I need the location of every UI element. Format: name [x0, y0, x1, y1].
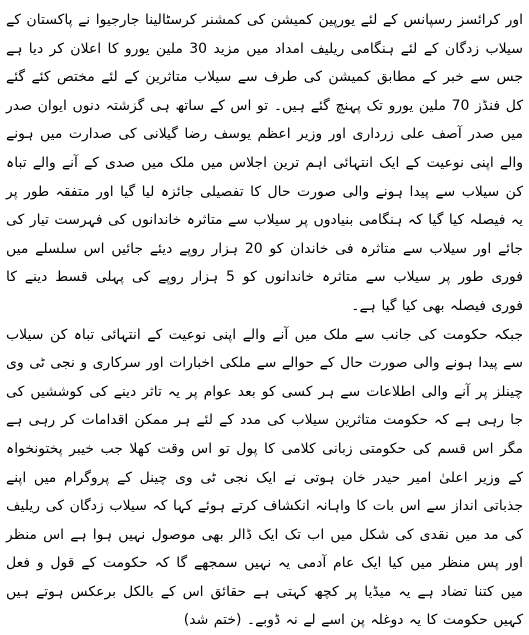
article-body	[6, 6, 523, 635]
article-paragraph-1: اور کرائسز رسپانس کے لئے یورپین کمیشن کی کمشنر کرسٹالینا جارجیوا نے پاکستان کے سیلاب زدگان کے لئے ہنگامی ریلیف امداد میں مزید 30 ملین یورو کا اعلان کر دیا ہے جس سے خبر کے مطابق کمیشن کی طرف سے سیلاب متاثرین کے لئے مختص کئے گئے کل فنڈز 70 ملین یورو تک پہنچ گئے ہیں۔ تو اس کے ساتھ ہی گزشتہ دنوں ایوان صدر میں صدر آصف علی زرداری اور وزیر اعظم یوسف رضا گیلانی کی صدارت میں ہونے والے اپنی نوعیت کے ایک انتہائی اہم ترین اجلاس میں ملک میں صدی کے آنے والے تباہ کن سیلاب سے پیدا ہونے والی صورت حال کا تفصیلی جائزہ لیا گیا اور متفقہ طور پر یہ فیصلہ کیا گیا کہ ہنگامی بنیادوں پر سیلاب سے متاثرہ خاندانوں کی فہرست تیار کی جائے اور سیلاب سے متاثرہ فی خاندان کو 20 ہزار روپے دیئے جائیں اس سلسلے میں فوری طور پر سیلاب سے متاثرہ خاندانوں کو 5 ہزار روپے کی پہلی قسط دینے کا فوری فیصلہ بھی کیا گیا ہے۔	[6, 12, 523, 314]
article-paragraph-2: جبکہ حکومت کی جانب سے ملک میں آنے والے اپنی نوعیت کے انتہائی تباہ کن سیلاب سے پیدا ہونے والی صورت حال کے حوالے سے ملکی اخبارات اور سرکاری و نجی ٹی وی چینلز پر آنے والی اطلاعات سے ہر کسی کو بعد عوام پر یہ تاثر دینے کی کوششیں کی جا رہی ہے کہ حکومت متاثرین سیلاب کی مدد کے لئے ہر ممکن اقدامات کر رہی ہے مگر اس قسم کی حکومتی زبانی کلامی کا پول تو اس وقت کھلا جب خیبر پختونخواہ کے وزیر اعلیٰ امیر حیدر خان ہوتی نے ایک نجی ٹی وی چینل کے پروگرام میں اپنے جذباتی انداز سے اس بات کا واہانہ انکشاف کرتے ہوئے کہا کہ سیلاب زدگان کی ریلیف کی مد میں نقدی کی شکل میں اب تک ایک ڈالر بھی موصول نہیں ہوا ہے اس منظر اور پس منظر میں کیا ایک عام آدمی یہ نہیں سمجھے گا کہ حکومت کے قول و فعل میں کتنا تضاد ہے یہ میڈیا پر کچھ کہتی ہے حقائق اس کے بالکل برعکس ہوتے ہیں کہیں حکومت کا یہ دوغلہ پن اسے لے نہ ڈوبے۔ (ختم شد)	[6, 326, 523, 629]
